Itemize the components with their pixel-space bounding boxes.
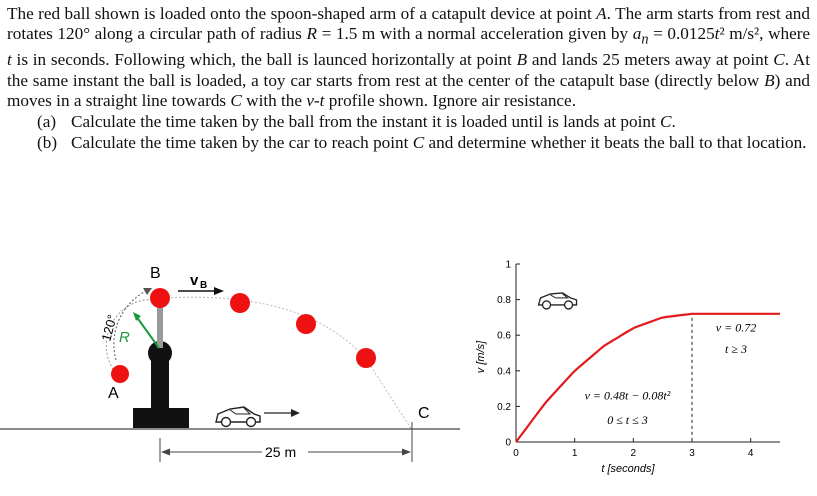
ball-flight-2 [296, 314, 316, 334]
dim-arrow-right [402, 449, 411, 456]
vt-chart [470, 250, 790, 496]
problem-paragraph: The red ball shown is loaded onto the spoon-shaped arm of a catapult device at point A. The arm starts from rest and rotates 120° along a circular path of radius R = 1.5 m with a normal acceleration given by $a_n = 0.0125t^2$ m/s², where t is in seconds. Following which, the ball is launced horizontally at point B and lands 25 meters away at point C. At the same instant the ball is loaded, a toy car starts from rest at the center of the catapult base (directly below B) and moves in a straight line towards C with the v-t profile shown. Ignore air resistance. [7, 4, 811, 111]
car-arrowhead [291, 409, 300, 417]
ball-flight-3 [356, 348, 376, 368]
label-120: 120° [98, 312, 120, 343]
y-tick-label: 0 [505, 437, 511, 449]
label-vB-sub: B [200, 280, 208, 291]
label-C: C [418, 405, 430, 422]
label-B: B [150, 265, 161, 282]
catapult-arm [157, 302, 163, 348]
ball-flight-1 [230, 293, 250, 313]
trajectory-path [163, 297, 412, 430]
x-axis-label: t [seconds] [601, 463, 655, 475]
toy-car-icon [216, 407, 260, 427]
x-tick-label: 1 [571, 448, 578, 459]
y-tick-label: 0.2 [497, 401, 511, 413]
catapult-base [133, 408, 189, 428]
part-a: (a) Calculate the time taken by the ball from the instant it is loaded until is lands at point C. [37, 112, 676, 132]
label-vB: v [190, 272, 199, 289]
problem-statement [7, 4, 810, 153]
ball-at-B [150, 288, 170, 308]
x-tick-label: 3 [689, 448, 695, 459]
question-parts [37, 112, 810, 153]
chart-car-icon [539, 293, 577, 309]
y-tick-label: 0.6 [497, 330, 511, 342]
annotation-eq-2: v = 0.72 [715, 320, 757, 335]
y-tick-label: 0.4 [497, 366, 511, 378]
radius-arrow [136, 316, 159, 348]
label-A: A [108, 385, 119, 402]
distance-label: 25 m [265, 444, 297, 460]
y-axis-label: v [m/s] [475, 340, 487, 374]
y-tick-label: 1 [505, 259, 511, 271]
x-tick-label: 0 [513, 448, 519, 459]
part-b: (b) Calculate the time taken by the car to reach point C and determine whether it beats the ball to that location. [37, 132, 807, 152]
x-tick-label: 4 [747, 448, 754, 459]
annotation-eq-1: v = 0.48t − 0.08t² [584, 388, 671, 403]
annotation-range-1: 0 ≤ t ≤ 3 [607, 413, 648, 428]
x-tick-label: 2 [630, 448, 637, 459]
y-tick-label: 0.8 [497, 295, 511, 307]
annotation-range-2: t ≥ 3 [725, 342, 747, 356]
catapult-diagram [0, 250, 460, 496]
ball-at-A [111, 365, 129, 383]
label-R: R [119, 329, 130, 346]
angle-arrowhead [143, 288, 152, 295]
dim-arrow-left [161, 449, 170, 456]
vB-arrowhead [214, 287, 224, 295]
figure [0, 250, 817, 496]
